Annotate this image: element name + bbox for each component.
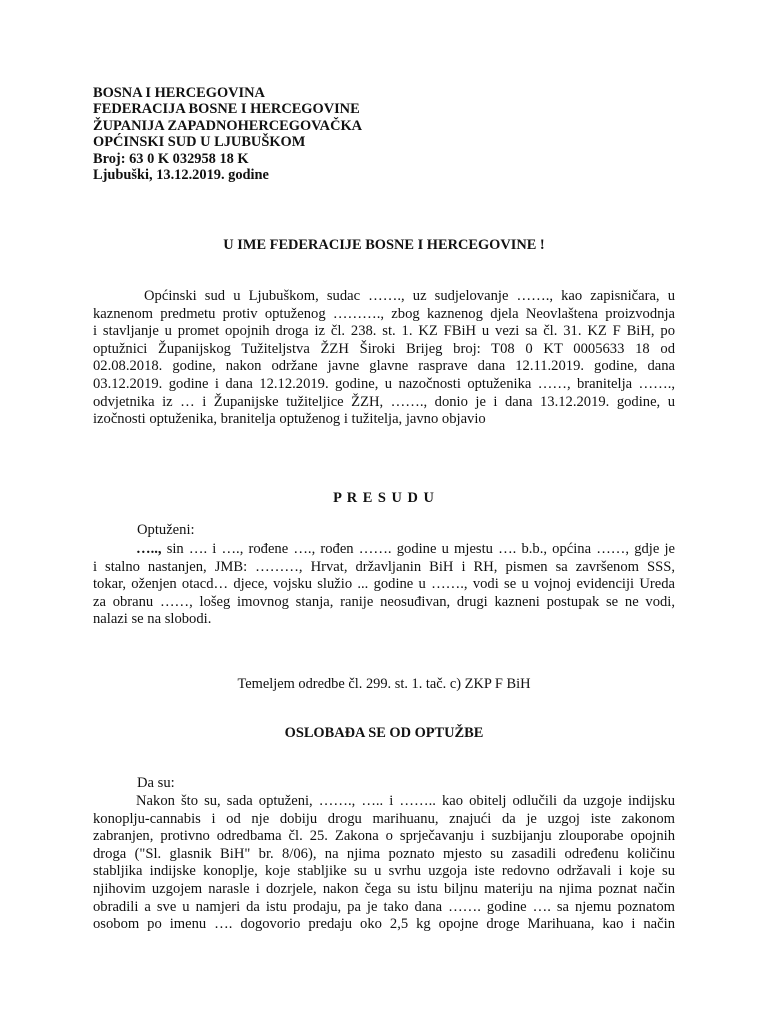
intro-line: optužnici Županijskog Tužiteljstva ŽZH Široki Brijeg broj: T08 0 KT 0005633 18 od	[93, 340, 675, 357]
accused-name: …..,	[136, 541, 162, 557]
header-federation: FEDERACIJA BOSNE I HERCEGOVINE	[93, 101, 360, 118]
facts-line: Nakon što su, sada optuženi, ……., ….. i …….. kao obitelj odlučili da uzgoje indijsku	[136, 793, 675, 809]
intro-paragraph	[93, 288, 675, 429]
facts-label: Da su:	[137, 775, 175, 791]
verdict-title: P R E S U D U	[333, 490, 435, 506]
header-place-date: Ljubuški, 13.12.2019. godine	[93, 167, 269, 184]
facts-line: obradili a sve u namjeri da istu prodaju, pa je tako dana ……. godine …. sa njemu poznatom	[93, 898, 675, 915]
accused-line: nalazi se na slobodi.	[93, 611, 212, 628]
accused-line: za obranu ……, lošeg imovnog stanja, ranije neosuđivan, drugi kazneni postupak se ne vodi,	[93, 593, 675, 610]
header-court: OPĆINSKI SUD U LJUBUŠKOM	[93, 134, 306, 151]
facts-line: droga ("Sl. glasnik BiH" br. 8/06), na njima poznato mjesto su zasadili određenu količinu	[93, 845, 675, 862]
header-case-number: Broj: 63 0 K 032958 18 K	[93, 150, 249, 167]
accused-paragraph	[93, 541, 675, 629]
intro-line: odvjetnika iz … i Županijske tužiteljice ŽZH, ……., donio je i dana 13.12.2019. godine, u	[93, 393, 675, 410]
intro-line: i stavljanje u promet opojnih droga iz čl. 238. st. 1. KZ FBiH u vezi sa čl. 31. KZ F BiH, po	[93, 323, 675, 340]
facts-line: njihovim uzgojem narasle i dozrjele, nakon čega su istu biljnu materiju na njima poznat način	[93, 880, 675, 897]
intro-line: kaznenom predmetu protiv optuženog ………., zbog kaznenog djela Neovlaštena proizvodnja	[93, 305, 675, 322]
invocation-heading: U IME FEDERACIJE BOSNE I HERCEGOVINE !	[223, 237, 545, 253]
facts-paragraph	[93, 793, 675, 934]
intro-line: Općinski sud u Ljubuškom, sudac ……., uz sudjelovanje ……., kao zapisničara, u	[144, 288, 675, 304]
facts-line: stabljika indijske konoplje, koje stabljike su u svrhu uzgoja iste redovno održavali i koje su	[93, 863, 675, 880]
intro-line: 03.12.2019. godine i dana 12.12.2019. godine, u nazočnosti optuženika ……, branitelja …….,	[93, 375, 675, 392]
court-header	[93, 85, 362, 183]
facts-line: zabranjen, protivno odredbama čl. 25. Zakona o sprječavanju i suzbijanju zlouporabe opojnih	[93, 828, 675, 845]
accused-label: Optuženi:	[137, 522, 195, 538]
intro-line: izočnosti optuženika, branitelja optuženog i tužitelja, javno objavio	[93, 411, 486, 428]
facts-line: osobom po imenu …. dogovorio predaju oko 2,5 kg opojne droge Marihuana, kao i način	[93, 916, 675, 933]
accused-line: i stalno nastanjen, JMB: ………, Hrvat, državljanin BiH i RH, pismen sa završenom SSS,	[93, 558, 675, 575]
accused-line	[93, 541, 675, 559]
intro-line: 02.08.2018. godine, nakon održane javne glavne rasprave dana 12.11.2019. godine, dana	[93, 358, 675, 375]
accused-line: tokar, oženjen otacd… djece, vojsku služio ... godine u ……., vodi se u vojnoj evidenciji Ureda	[93, 576, 675, 593]
header-canton: ŽUPANIJA ZAPADNOHERCEGOVAČKA	[93, 117, 363, 134]
legal-basis: Temeljem odredbe čl. 299. st. 1. tač. c) ZKP F BiH	[237, 676, 531, 692]
facts-line: konoplju-cannabis i od nje dobiju drogu marihuanu, znajući da je uzgoj iste zakonom	[93, 810, 675, 827]
accused-details: sin …. i …., rođene …., rođen ……. godine u mjestu …. b.b., općina ……, gdje je	[161, 541, 675, 557]
header-country: BOSNA I HERCEGOVINA	[93, 85, 265, 101]
acquittal-heading: OSLOBAĐA SE OD OPTUŽBE	[284, 725, 484, 741]
